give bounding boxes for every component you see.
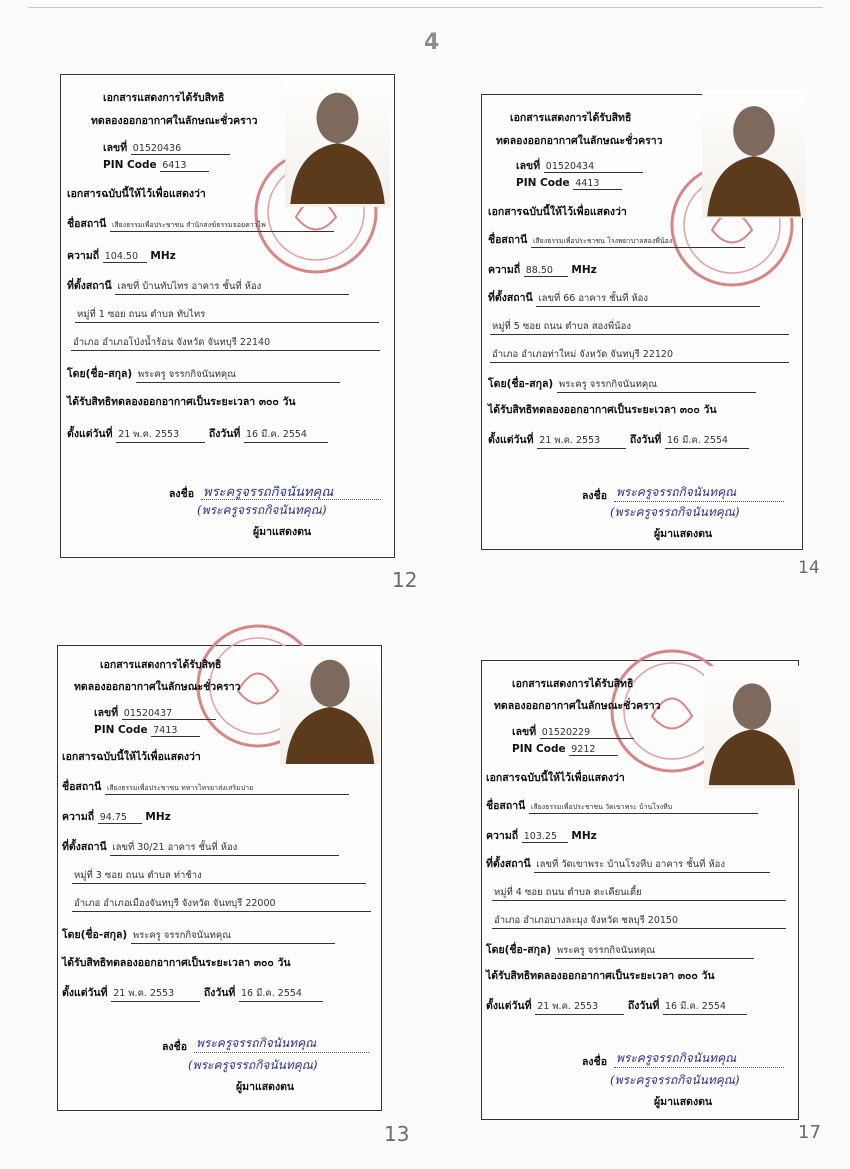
handwritten-signature: พระครูจรรถกิจนันทคุณ xyxy=(616,1051,737,1065)
title-line-2: ทดลองออกอากาศในลักษณะชั่วคราว xyxy=(74,681,241,693)
certify-label: เอกสารฉบับนี้ให้ไว้เพื่อแสดงว่า xyxy=(486,772,625,784)
pin-label: PIN Code xyxy=(516,177,570,189)
certificate-card-3 xyxy=(57,645,382,1111)
to-label: ถึงวันที่ xyxy=(203,987,236,999)
from-date: 21 พ.ค. 2553 xyxy=(537,433,626,449)
holder-label: โดย(ชื่อ-สกุล) xyxy=(62,929,128,941)
handwritten-signature: พระครูจรรถกิจนันทคุณ xyxy=(616,485,737,499)
title-line-1: เอกสารแสดงการได้รับสิทธิ xyxy=(510,112,632,124)
handwritten-signature: พระครูจรรถกิจนันทคุณ xyxy=(203,485,334,500)
handwritten-signature-name: (พระครูจรรถกิจนันทคุณ) xyxy=(197,503,327,517)
to-label: ถึงวันที่ xyxy=(208,428,241,440)
pin-label: PIN Code xyxy=(94,724,148,736)
number-label: เลขที่ xyxy=(103,142,128,154)
to-date: 16 มี.ค. 2554 xyxy=(239,986,323,1002)
number-value: 01520229 xyxy=(540,727,634,739)
mhz-unit: MHz xyxy=(145,811,171,823)
station-label: ชื่อสถานี xyxy=(486,800,526,812)
from-label: ตั้งแต่วันที่ xyxy=(62,987,108,999)
pin-label: PIN Code xyxy=(103,159,157,171)
to-date: 16 มี.ค. 2554 xyxy=(663,999,747,1015)
pin-value: 7413 xyxy=(151,725,200,737)
to-date: 16 มี.ค. 2554 xyxy=(244,427,328,443)
station-value: เสียงธรรมเพื่อประชาชน ทหารไทรยาส่งเสริมปาย xyxy=(105,783,349,795)
title-line-1: เอกสารแสดงการได้รับสิทธิ xyxy=(512,678,634,690)
certificate-card-4 xyxy=(481,660,799,1120)
location-label: ที่ตั้งสถานี xyxy=(488,292,533,304)
handwritten-page-number: 14 xyxy=(798,558,820,578)
address-line-2: หมู่ที่ 3 ซอย ถนน ตำบล ท่าช้าง xyxy=(72,868,366,884)
handwritten-page-number: 12 xyxy=(392,568,418,592)
title-line-2: ทดลองออกอากาศในลักษณะชั่วคราว xyxy=(496,135,663,147)
portrait-photo xyxy=(704,666,800,789)
page-number: 4 xyxy=(424,30,440,55)
holder-value: พระครู จรรกกิจนันทคุณ xyxy=(131,928,335,944)
pin-value: 6413 xyxy=(160,160,209,172)
frequency-label: ความถี่ xyxy=(67,250,100,262)
presenter-label: ผู้มาแสดงตน xyxy=(253,526,312,538)
title-line-1: เอกสารแสดงการได้รับสิทธิ xyxy=(100,659,222,671)
from-label: ตั้งแต่วันที่ xyxy=(488,434,534,446)
location-label: ที่ตั้งสถานี xyxy=(62,841,107,853)
portrait-photo xyxy=(702,90,806,218)
station-label: ชื่อสถานี xyxy=(62,781,102,793)
holder-value: พระครู จรรกกิจนันทคุณ xyxy=(555,943,754,959)
address-line-3: อำเภอ อำเภอท่าใหม่ จังหวัด จันทบุรี 22120 xyxy=(490,347,789,363)
sign-label: ลงชื่อ xyxy=(582,490,607,502)
certificate-card-1 xyxy=(60,74,395,558)
title-line-2: ทดลองออกอากาศในลักษณะชั่วคราว xyxy=(91,115,258,127)
presenter-label: ผู้มาแสดงตน xyxy=(236,1081,295,1093)
number-label: เลขที่ xyxy=(516,160,541,172)
from-date: 21 พ.ค. 2553 xyxy=(116,427,205,443)
presenter-label: ผู้มาแสดงตน xyxy=(654,528,713,540)
portrait-photo xyxy=(280,646,380,764)
station-value: เสียงธรรมเพื่อประชาชน โรงพยาบาลสองพี่น้อง xyxy=(531,236,745,248)
from-label: ตั้งแต่วันที่ xyxy=(486,1000,532,1012)
certify-label: เอกสารฉบับนี้ให้ไว้เพื่อแสดงว่า xyxy=(488,206,627,218)
address-line-1: เลขที่ บ้านทับไทร อาคาร ชั้นที่ ห้อง xyxy=(115,279,349,295)
frequency-value: 94.75 xyxy=(98,812,142,824)
handwritten-signature: พระครูจรรถกิจนันทคุณ xyxy=(196,1036,317,1050)
frequency-label: ความถี่ xyxy=(486,830,519,842)
address-line-2: หมู่ที่ 5 ซอย ถนน ตำบล สองพี่น้อง xyxy=(490,319,789,335)
certificate-card-2 xyxy=(481,94,803,550)
address-line-2: หมู่ที่ 4 ซอย ถนน ตำบล ตะเคียนเตี้ย xyxy=(492,885,786,901)
holder-label: โดย(ชื่อ-สกุล) xyxy=(67,368,133,380)
pin-label: PIN Code xyxy=(512,743,566,755)
frequency-value: 103.25 xyxy=(522,831,568,843)
from-date: 21 พ.ค. 2553 xyxy=(111,986,200,1002)
to-label: ถึงวันที่ xyxy=(629,434,662,446)
title-line-2: ทดลองออกอากาศในลักษณะชั่วคราว xyxy=(494,700,661,712)
presenter-label: ผู้มาแสดงตน xyxy=(654,1096,713,1108)
frequency-label: ความถี่ xyxy=(488,264,521,276)
to-date: 16 มี.ค. 2554 xyxy=(665,433,749,449)
address-line-2: หมู่ที่ 1 ซอย ถนน ตำบล ทับไทร xyxy=(75,307,379,323)
frequency-value: 104.50 xyxy=(103,251,147,263)
granted-text: ได้รับสิทธิทดลองออกอากาศเป็นระยะเวลา ๓๐๐ วัน xyxy=(62,957,291,969)
address-line-3: อำเภอ อำเภอบางละมุง จังหวัด ชลบุรี 20150 xyxy=(492,913,786,929)
pin-value: 4413 xyxy=(573,178,622,190)
from-date: 21 พ.ค. 2553 xyxy=(535,999,624,1015)
mhz-unit: MHz xyxy=(150,250,176,262)
handwritten-signature-name: (พระครูจรรถกิจนันทคุณ) xyxy=(610,505,740,519)
handwritten-signature-name: (พระครูจรรถกิจนันทคุณ) xyxy=(610,1073,740,1087)
handwritten-page-number: 13 xyxy=(384,1122,410,1146)
certify-label: เอกสารฉบับนี้ให้ไว้เพื่อแสดงว่า xyxy=(67,188,206,200)
frequency-value: 88.50 xyxy=(524,265,568,277)
handwritten-page-number: 17 xyxy=(798,1122,821,1143)
number-value: 01520436 xyxy=(131,143,230,155)
frequency-label: ความถี่ xyxy=(62,811,95,823)
portrait-photo xyxy=(285,75,390,207)
handwritten-signature-name: (พระครูจรรถกิจนันทคุณ) xyxy=(188,1058,318,1072)
sign-label: ลงชื่อ xyxy=(582,1056,607,1068)
holder-value: พระครู จรรกกิจนันทคุณ xyxy=(136,367,340,383)
sign-label: ลงชื่อ xyxy=(162,1041,187,1053)
to-label: ถึงวันที่ xyxy=(627,1000,660,1012)
granted-text: ได้รับสิทธิทดลองออกอากาศเป็นระยะเวลา ๓๐๐ วัน xyxy=(67,396,296,408)
address-line-1: เลขที่ 66 อาคาร ชั้นที่ ห้อง xyxy=(536,291,760,307)
holder-label: โดย(ชื่อ-สกุล) xyxy=(486,944,552,956)
number-value: 01520434 xyxy=(544,161,643,173)
from-label: ตั้งแต่วันที่ xyxy=(67,428,113,440)
granted-text: ได้รับสิทธิทดลองออกอากาศเป็นระยะเวลา ๓๐๐ วัน xyxy=(486,970,715,982)
station-label: ชื่อสถานี xyxy=(67,218,107,230)
mhz-unit: MHz xyxy=(571,830,597,842)
mhz-unit: MHz xyxy=(571,264,597,276)
number-label: เลขที่ xyxy=(94,707,119,719)
pin-value: 9212 xyxy=(569,744,618,756)
holder-value: พระครู จรรกกิจนันทคุณ xyxy=(557,377,756,393)
certify-label: เอกสารฉบับนี้ให้ไว้เพื่อแสดงว่า xyxy=(62,751,201,763)
granted-text: ได้รับสิทธิทดลองออกอากาศเป็นระยะเวลา ๓๐๐ วัน xyxy=(488,404,717,416)
sign-label: ลงชื่อ xyxy=(169,488,194,500)
holder-label: โดย(ชื่อ-สกุล) xyxy=(488,378,554,390)
address-line-3: อำเภอ อำเภอโป่งน้ำร้อน จังหวัด จันทบุรี 22140 xyxy=(71,335,380,351)
number-label: เลขที่ xyxy=(512,726,537,738)
page-top-rule xyxy=(28,7,823,8)
station-value: เสียงธรรมเพื่อประชาชน สำนักสงฆ์ธรรมจอยคาวไพ xyxy=(110,220,334,232)
station-label: ชื่อสถานี xyxy=(488,234,528,246)
location-label: ที่ตั้งสถานี xyxy=(67,280,112,292)
title-line-1: เอกสารแสดงการได้รับสิทธิ xyxy=(103,92,225,104)
station-value: เสียงธรรมเพื่อประชาชน วัดเขาพระ บ้านโรงหีบ xyxy=(529,802,758,814)
number-value: 01520437 xyxy=(122,708,216,720)
location-label: ที่ตั้งสถานี xyxy=(486,858,531,870)
address-line-3: อำเภอ อำเภอเมืองจันทบุรี จังหวัด จันทบุรี 22000 xyxy=(72,896,371,912)
address-line-1: เลขที่ 30/21 อาคาร ชั้นที่ ห้อง xyxy=(110,840,339,856)
address-line-1: เลขที่ วัดเขาพระ บ้านโรงหีบ อาคาร ชั้นที่ ห้อง xyxy=(534,857,770,873)
